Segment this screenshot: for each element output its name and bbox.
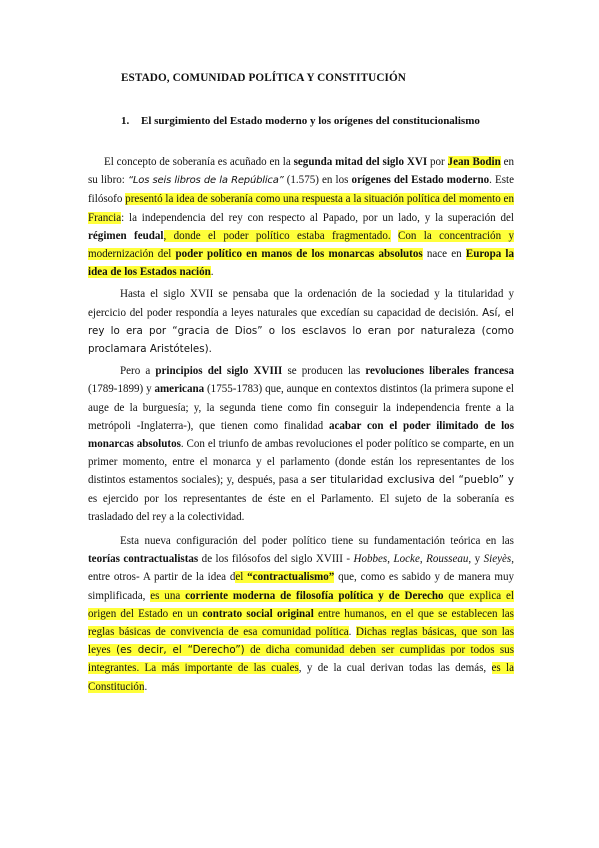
paragraph-3 [88,362,514,526]
text-span: . [210,266,214,279]
paragraph-4 [88,532,514,696]
section-heading [121,115,480,127]
bold-text: acabar con el poder ilimitado de los monarcas absolutos [88,419,515,451]
bold-text: orígenes del Estado moderno [351,174,490,187]
highlight-text: de dicha comunidad deben ser cumplidas por todos sus integrantes. La más importante de las cuales [88,644,514,675]
highlight-text: , donde el poder político estaba fragmentado. [163,229,391,242]
text-span [391,230,398,242]
paragraph-1 [88,153,514,281]
text-span: Esta nueva configuración del poder político tiene su fundamentación teórica en las [120,535,514,548]
italic-text: Rousseau [426,553,469,566]
highlight-bold-text: poder político en manos de los monarcas absolutos [175,248,423,261]
highlight-bold-text: Jean Bodin [447,156,501,168]
highlight-text: que explica el origen del Estado en un [88,589,514,620]
section-heading-text: El surgimiento del Estado moderno y los orígenes del constitucionalismo [141,115,480,127]
text-span: Pero a [120,365,156,378]
italic-text: Locke [393,553,420,566]
bold-text: segunda mitad del siglo XVI [293,156,428,168]
highlight-bold-text: corriente moderna de filosofía política y de Derecho [185,589,444,602]
document-body [88,153,514,696]
highlight-bold-text: contrato social original [202,607,314,620]
text-span: , [419,553,427,566]
highlight-text: es la Constitución [88,662,514,693]
paragraph-2 [88,285,514,358]
highlight-text: entre humanos, en el que se establecen las reglas básicas de convivencia de esa comunidad política [88,607,514,639]
document-title: ESTADO, COMUNIDAD POLÍTICA Y CONSTITUCIÓN [121,72,406,84]
bold-text: principios del siglo XVIII [155,365,283,378]
highlight-bold-text: “contractualismo” [247,571,335,584]
text-span: , y [468,553,484,566]
bold-text: americana [154,383,205,396]
text-span: . [144,680,148,693]
text-span: . [348,626,356,639]
text-span: en su libro: [88,156,515,187]
text-span: de los filósofos del siglo XVIII - [198,553,354,566]
italic-text: Sieyès [483,553,512,566]
highlight-bold-text: Europa la idea de los Estados nación [88,248,514,279]
text-span: (1755-1783) que, aunque en contextos distintos (la primera supone el auge de la burguesía; y, la segunda tiene como fin conseguir la independencia frente a la metrópoli -Inglaterra-), que tienen como finalidad [88,383,514,432]
bold-text: revoluciones liberales francesa [365,365,514,378]
text-span: (1.575) en los [283,174,352,187]
section-number: 1. [121,115,130,127]
text-span: Hasta el siglo XVII se pensaba que la ordenación de la sociedad y la titularidad y ejercicio del poder respondía a leyes naturales que excedían su capacidad de decisión. [88,288,514,319]
text-span: El concepto de soberanía es acuñado en la [104,156,294,168]
text-span: . Con el triunfo de ambas revoluciones el poder político se comparte, en un primer momento, entre el monarca y el parlamento (donde están los representantes de los distintos estamentos sociales); y, después, pasa a [88,438,514,487]
text-span: que, como es sabido y de manera muy simplificada, [88,571,515,602]
text-span: , entre otros- A partir de la idea d [88,553,514,584]
highlight-text: presentó la idea de soberanía como una respuesta a la situación política del momento en Francia [88,193,514,224]
bold-text: régimen feudal [88,229,164,242]
text-span: nace en [422,248,466,261]
text-span: : la independencia del rey con respecto al Papado, por un lado, y la superación del [121,211,514,224]
bold-text: teorías contractualistas [88,553,199,566]
highlight-text: el [235,571,248,584]
text-span: por [427,156,448,168]
highlight-text: Dichas reglas básicas, que son las leyes [88,626,514,657]
sans-text: Así, el rey lo era por “gracia de Dios” o los esclavos lo eran por naturaleza [88,306,514,337]
text-span: (1789-1899) y [88,383,155,396]
book-title-text: “Los seis libros de la República” [127,175,284,187]
highlight-text: es una [150,589,186,602]
sans-text: (como proclamara Aristóteles). [88,324,514,356]
highlight-sans-text: (es decir, el “Derecho”) [116,644,245,657]
text-span: es ejercido por los representantes de éste en el Parlamento. El sujeto de la soberanía es trasladado del rey a la colectividad. [88,492,514,523]
highlight-text: Con la concentración y modernización del [88,229,515,261]
text-span: se producen las [282,365,366,378]
text-span: , y de la cual derivan todas las demás, [298,662,492,675]
italic-text: Hobbes [353,553,388,566]
text-span: , [387,553,394,566]
sans-text: ser titularidad exclusiva del “pueblo” y [310,474,514,487]
text-span: . Este filósofo [88,174,514,206]
